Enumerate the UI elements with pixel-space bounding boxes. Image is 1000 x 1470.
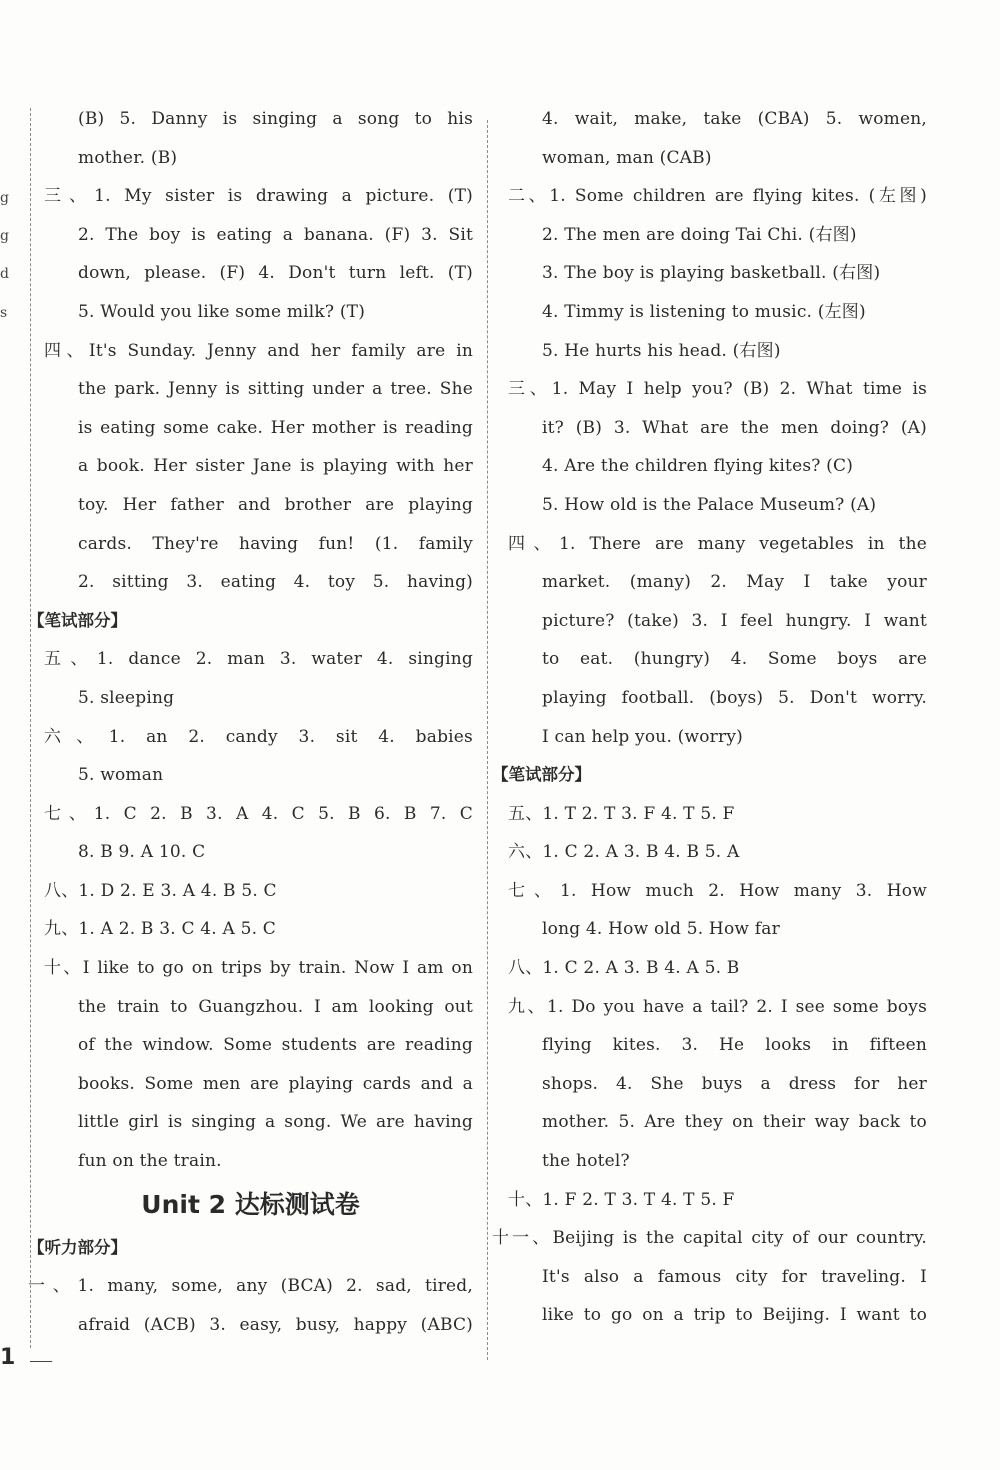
answer-line: 五、1. T 2. T 3. F 4. T 5. F: [508, 803, 735, 824]
answer-line: woman, man (CAB): [542, 147, 712, 168]
page-number: 1: [0, 1345, 16, 1370]
answer-line: 一、1. many, some, any (BCA) 2. sad, tired,: [28, 1276, 473, 1297]
answer-line: 二、1. Some children are flying kites. (左图): [508, 186, 927, 207]
answer-line: 5. He hurts his head. (右图): [542, 340, 781, 361]
answer-line: long 4. How old 5. How far: [542, 919, 780, 940]
answer-line: cards. They're having fun! (1. family: [78, 533, 473, 554]
answer-line: 2. The boy is eating a banana. (F) 3. Sit: [78, 224, 473, 245]
answer-line: toy. Her father and brother are playing: [78, 494, 473, 515]
answer-line: 四、It's Sunday. Jenny and her family are in: [44, 340, 473, 361]
answer-line: 8. B 9. A 10. C: [78, 842, 206, 863]
answer-line: (B) 5. Danny is singing a song to his: [78, 109, 473, 129]
answer-line: 九、1. A 2. B 3. C 4. A 5. C: [44, 919, 276, 940]
answer-line: 十、I like to go on trips by train. Now I am on: [44, 958, 473, 979]
answer-line: the train to Guangzhou. I am looking out: [78, 996, 473, 1017]
answer-line: fun on the train.: [78, 1151, 222, 1172]
answer-line: 七、1. How much 2. How many 3. How: [508, 880, 927, 901]
answer-line: It's also a famous city for traveling. I: [542, 1266, 927, 1287]
answer-line: playing football. (boys) 5. Don't worry.: [542, 687, 927, 708]
answer-line: 4. Timmy is listening to music. (左图): [542, 301, 866, 322]
answer-line: 4. wait, make, take (CBA) 5. women,: [542, 109, 927, 129]
answer-line: 5. sleeping: [78, 687, 175, 708]
answer-line: 四、1. There are many vegetables in the: [508, 533, 927, 554]
answer-line: 4. Are the children flying kites? (C): [542, 456, 854, 477]
edge-letter: g: [0, 190, 9, 206]
answer-line: is eating some cake. Her mother is reading: [78, 417, 473, 438]
edge-letter: g: [0, 228, 9, 244]
left-column: [28, 100, 473, 1344]
answer-line: afraid (ACB) 3. easy, busy, happy (ABC): [78, 1314, 473, 1335]
answer-line: the hotel?: [542, 1151, 630, 1172]
answer-line: little girl is singing a song. We are having: [78, 1112, 473, 1133]
answer-line: shops. 4. She buys a dress for her: [542, 1073, 927, 1094]
answer-line: 六、1. an 2. candy 3. sit 4. babies: [44, 726, 473, 747]
answer-line: market. (many) 2. May I take your: [542, 572, 927, 593]
answer-line: flying kites. 3. He looks in fifteen: [542, 1035, 927, 1056]
section-heading-written: 【笔试部分】: [492, 765, 591, 785]
answer-line: 2. sitting 3. eating 4. toy 5. having): [78, 572, 473, 593]
answer-line: I can help you. (worry): [542, 726, 743, 747]
answer-line: 五、1. dance 2. man 3. water 4. singing: [44, 649, 473, 670]
answer-line: 九、1. Do you have a tail? 2. I see some boys: [508, 996, 927, 1017]
section-heading-written: 【笔试部分】: [28, 610, 127, 630]
left-margin-divider: [30, 108, 31, 1348]
right-column: [492, 100, 927, 1335]
edge-letter: s: [0, 305, 8, 321]
answer-line: 5. woman: [78, 765, 164, 786]
answer-line: to eat. (hungry) 4. Some boys are: [542, 649, 927, 670]
answer-line: 2. The men are doing Tai Chi. (右图): [542, 224, 857, 245]
answer-line: mother. (B): [78, 147, 178, 168]
answer-line: 5. How old is the Palace Museum? (A): [542, 494, 877, 515]
answer-line: 七、1. C 2. B 3. A 4. C 5. B 6. B 7. C: [44, 803, 473, 824]
answer-line: 八、1. D 2. E 3. A 4. B 5. C: [44, 880, 277, 901]
answer-line: a book. Her sister Jane is playing with her: [78, 456, 473, 477]
answer-line: of the window. Some students are reading: [78, 1035, 473, 1056]
answer-line: down, please. (F) 4. Don't turn left. (T): [78, 263, 473, 284]
answer-line: 十、1. F 2. T 3. T 4. T 5. F: [508, 1189, 735, 1210]
answer-line: 5. Would you like some milk? (T): [78, 301, 366, 322]
answer-line: picture? (take) 3. I feel hungry. I want: [542, 610, 927, 631]
answer-line: the park. Jenny is sitting under a tree. She: [78, 379, 473, 400]
answer-line: 三、1. My sister is drawing a picture. (T): [44, 186, 473, 207]
answer-line: 三、1. May I help you? (B) 2. What time is: [508, 379, 927, 400]
answer-line: books. Some men are playing cards and a: [78, 1073, 473, 1094]
section-heading-listening: 【听力部分】: [28, 1237, 127, 1257]
edge-letter: d: [0, 266, 9, 282]
column-divider: [487, 120, 488, 1360]
unit-title: Unit 2 达标测试卷: [141, 1189, 360, 1219]
answer-line: 十一、Beijing is the capital city of our country.: [492, 1228, 927, 1249]
answer-line: like to go on a trip to Beijing. I want to: [542, 1305, 927, 1326]
answer-line: mother. 5. Are they on their way back to: [542, 1112, 927, 1133]
page-number-rule: [30, 1361, 52, 1362]
answer-line: 六、1. C 2. A 3. B 4. B 5. A: [508, 842, 740, 863]
answer-line: 八、1. C 2. A 3. B 4. A 5. B: [508, 958, 740, 979]
answer-line: it? (B) 3. What are the men doing? (A): [542, 417, 927, 438]
answer-line: 3. The boy is playing basketball. (右图): [542, 263, 881, 284]
